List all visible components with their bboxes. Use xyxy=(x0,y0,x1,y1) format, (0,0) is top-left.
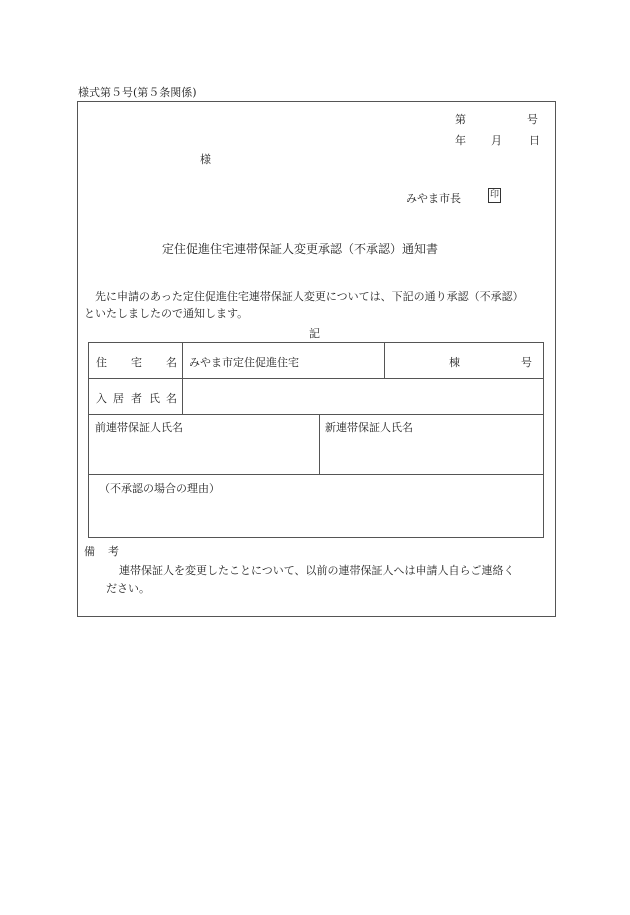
label-nyukyo-char-1: 入 xyxy=(96,392,107,405)
reason-label: （不承認の場合の理由） xyxy=(99,482,220,495)
date-year: 年 xyxy=(455,134,466,147)
number-go: 号 xyxy=(527,113,538,126)
building-go-label: 号 xyxy=(521,356,532,369)
table-rule-2 xyxy=(88,414,544,415)
building-to-label: 棟 xyxy=(449,356,460,369)
label-jutaku-char-2: 宅 xyxy=(131,356,142,369)
remarks-label-char-1: 備 xyxy=(84,545,95,558)
table-border-right xyxy=(543,342,544,537)
date-month: 月 xyxy=(491,134,502,147)
body-line-2: といたしましたので通知します。 xyxy=(84,307,249,320)
issuer-name: みやま市長 xyxy=(406,192,461,205)
table-guarantor-divider xyxy=(319,414,320,474)
table-rule-1 xyxy=(88,378,544,379)
document-frame xyxy=(77,101,556,617)
label-jutaku-char-1: 住 xyxy=(96,356,107,369)
table-label-divider xyxy=(182,342,183,414)
table-border-top xyxy=(88,342,544,343)
table-building-divider xyxy=(384,342,385,378)
remarks-line-1: 連帯保証人を変更したことについて、以前の連帯保証人へは申請人自らご連絡く xyxy=(119,564,515,577)
form-number: 様式第５号(第５条関係) xyxy=(78,86,197,99)
label-nyukyo-char-5: 名 xyxy=(166,392,177,405)
addressee-sama: 様 xyxy=(200,153,211,166)
date-day: 日 xyxy=(529,134,540,147)
remarks-label-char-2: 考 xyxy=(108,545,119,558)
prev-guarantor-label: 前連帯保証人氏名 xyxy=(95,421,183,434)
table-border-left xyxy=(88,342,89,537)
label-nyukyo-char-3: 者 xyxy=(131,392,142,405)
label-jutaku-char-3: 名 xyxy=(166,356,177,369)
label-nyukyo-char-2: 居 xyxy=(113,392,124,405)
label-nyukyo-char-4: 氏 xyxy=(149,392,160,405)
remarks-line-2: ださい。 xyxy=(106,582,150,595)
ki-heading: 記 xyxy=(309,327,320,340)
new-guarantor-label: 新連帯保証人氏名 xyxy=(325,421,413,434)
jutaku-value: みやま市定住促進住宅 xyxy=(189,356,299,369)
document-title: 定住促進住宅連帯保証人変更承認（不承認）通知書 xyxy=(162,242,439,256)
body-line-1: 先に申請のあった定住促進住宅連帯保証人変更については、下記の通り承認（不承認） xyxy=(95,290,524,303)
table-rule-3 xyxy=(88,474,544,475)
number-dai: 第 xyxy=(455,113,466,126)
table-border-bottom xyxy=(88,537,544,538)
seal-mark: 印 xyxy=(488,188,501,203)
